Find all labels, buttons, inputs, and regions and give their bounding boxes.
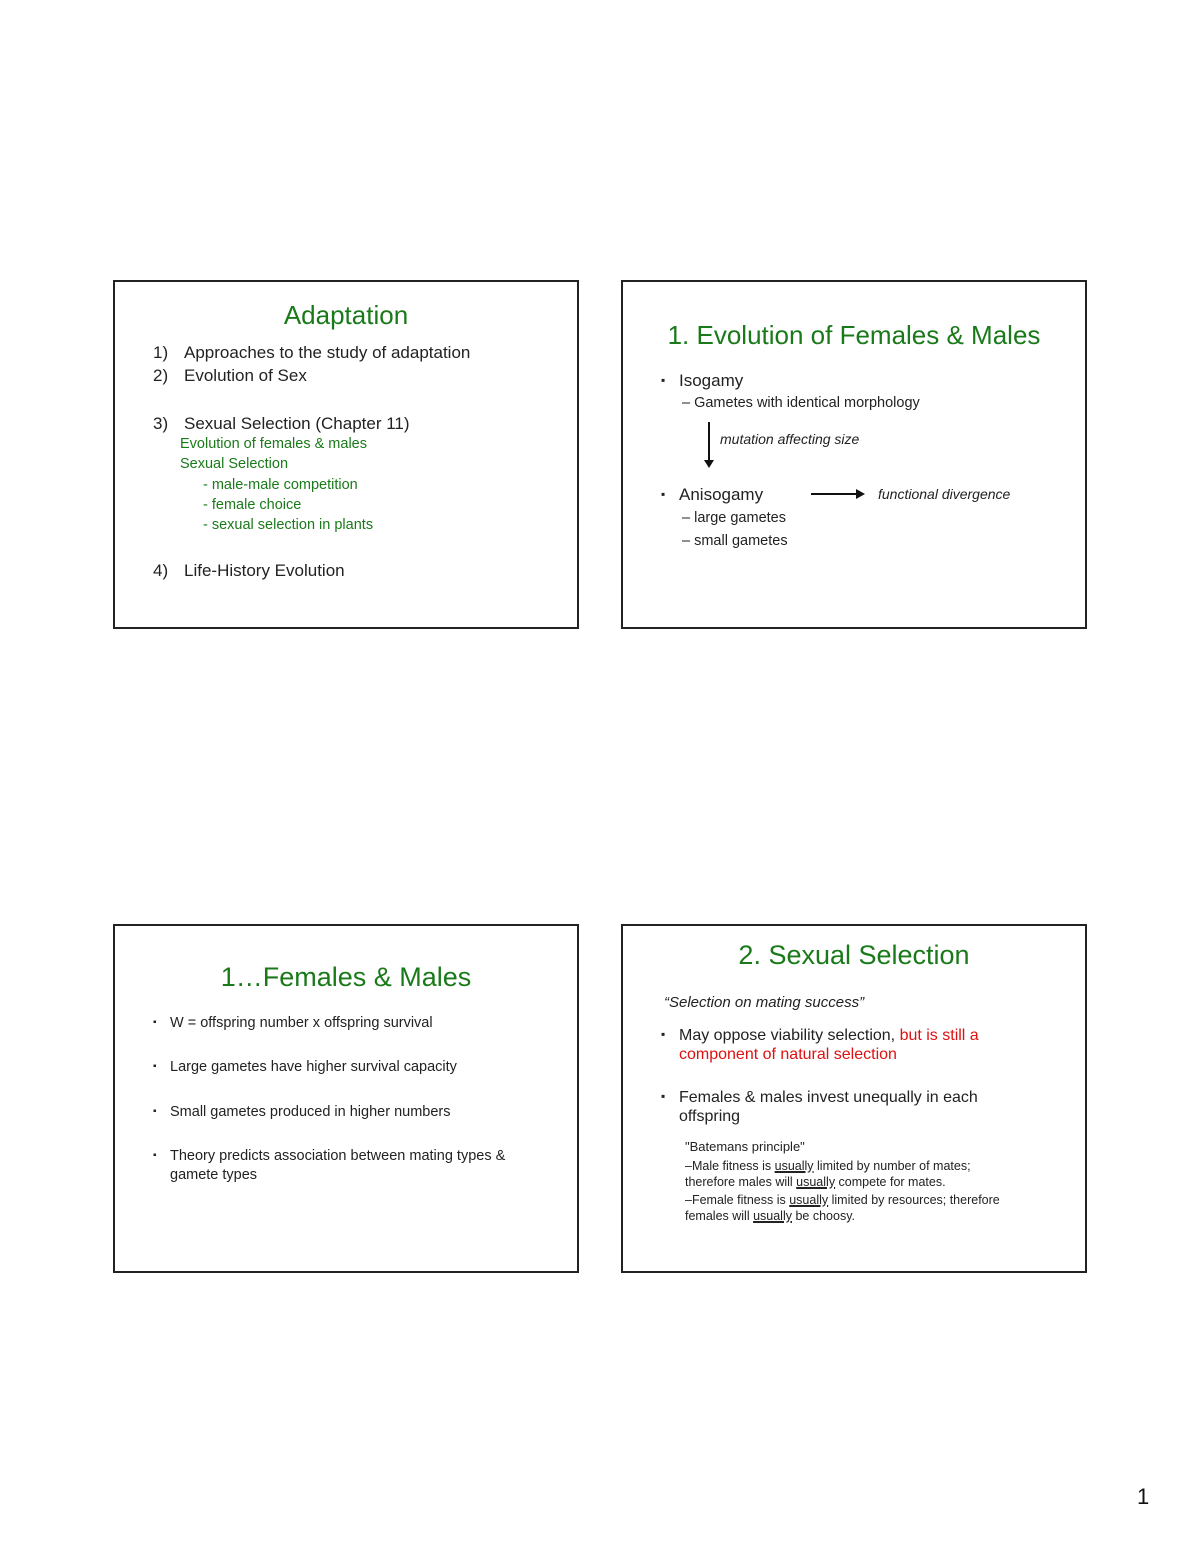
subtopic-evolution: Evolution of females & males <box>180 436 367 452</box>
slide-title: 1. Evolution of Females & Males <box>667 320 1041 350</box>
isogamy-detail: – Gametes with identical morphology <box>682 395 920 411</box>
bullet-invest-continued: offspring <box>679 1108 741 1125</box>
quote: “Selection on mating success” <box>664 994 865 1011</box>
slide-adaptation <box>113 280 579 629</box>
large-gametes: – large gametes <box>682 510 786 526</box>
bullet-anisogamy: ▪ Anisogamy <box>661 485 764 504</box>
bullet-viability-continued: component of natural selection <box>679 1046 897 1063</box>
subtopic-male-competition: - male-male competition <box>203 477 358 493</box>
bullet-theory: ▪ Theory predicts association between mating types & <box>153 1148 506 1164</box>
bullet-icon: ▪ <box>153 1017 157 1028</box>
bullet-isogamy: ▪ Isogamy <box>661 371 744 390</box>
male-fitness-line1: –Male fitness is usually limited by number of mates; <box>685 1159 971 1173</box>
slide-title: 1…Females & Males <box>220 962 472 992</box>
subtopic-plants: - sexual selection in plants <box>203 517 374 533</box>
bullet-icon: ▪ <box>661 373 666 387</box>
bullet-theory-continued: gamete types <box>170 1167 258 1183</box>
bullet-viability: ▪ May oppose viability selection, but is still a <box>661 1027 979 1044</box>
down-arrow-icon <box>703 420 715 470</box>
divergence-note: functional divergence <box>878 486 1011 502</box>
slide-evolution-females-males <box>621 280 1087 629</box>
bullet-icon: ▪ <box>661 1027 666 1041</box>
bullet-icon: ▪ <box>153 1150 157 1161</box>
page-number: 1 <box>1137 1484 1150 1509</box>
outline-item-1: 1) Approaches to the study of adaptation <box>153 343 471 362</box>
batemans-principle: "Batemans principle" <box>685 1139 805 1154</box>
bullet-icon: ▪ <box>153 1106 157 1117</box>
outline-item-2: 2) Evolution of Sex <box>153 366 307 385</box>
slide-sexual-selection <box>621 924 1087 1273</box>
subtopic-female-choice: - female choice <box>203 497 302 513</box>
subtopic-sexual-selection: Sexual Selection <box>180 456 289 472</box>
bullet-small-gametes: ▪ Small gametes produced in higher numbers <box>153 1104 451 1120</box>
small-gametes: – small gametes <box>682 533 788 549</box>
bullet-icon: ▪ <box>661 487 666 501</box>
bullet-icon: ▪ <box>153 1061 157 1072</box>
bullet-invest: ▪ Females & males invest unequally in each <box>661 1089 978 1106</box>
outline-item-3: 3) Sexual Selection (Chapter 11) <box>153 414 410 433</box>
bullet-fitness: ▪ W = offspring number x offspring survival <box>153 1015 433 1031</box>
female-fitness-line2: females will usually be choosy. <box>685 1209 856 1223</box>
male-fitness-line2: therefore males will usually compete for mates. <box>685 1175 946 1189</box>
female-fitness-line1: –Female fitness is usually limited by resources; therefore <box>685 1193 1000 1207</box>
right-arrow-icon <box>810 487 868 501</box>
slide-title: 2. Sexual Selection <box>738 940 970 970</box>
slide-females-males <box>113 924 579 1273</box>
bullet-icon: ▪ <box>661 1089 666 1103</box>
slide-title: Adaptation <box>283 300 409 330</box>
mutation-note: mutation affecting size <box>720 431 860 447</box>
outline-item-4: 4) Life-History Evolution <box>153 561 345 580</box>
bullet-large-gametes: ▪ Large gametes have higher survival capacity <box>153 1059 457 1075</box>
